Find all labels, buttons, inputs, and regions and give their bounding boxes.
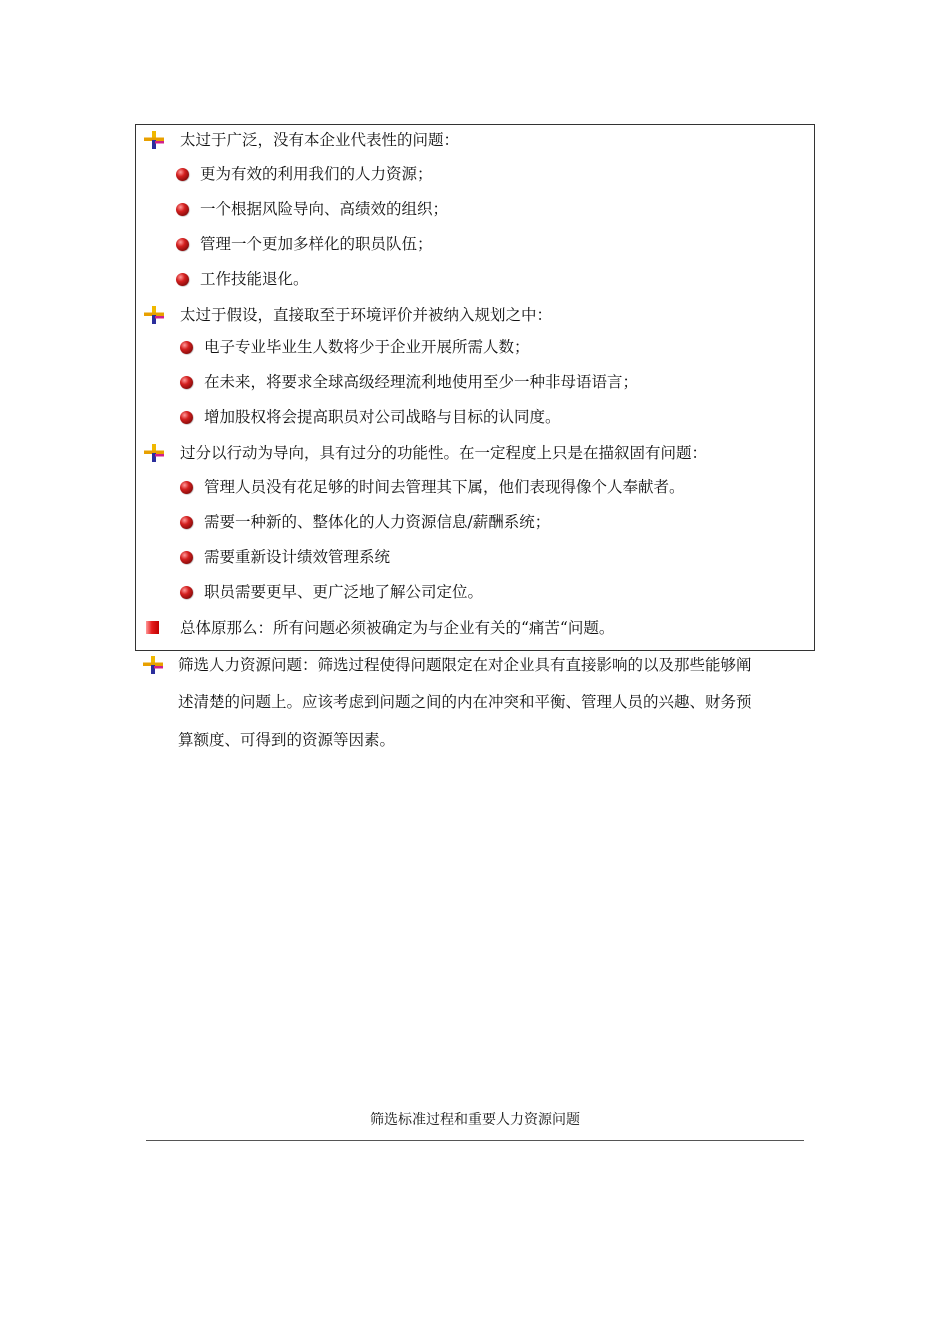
paragraph <box>143 655 823 755</box>
list-item-text: 需要重新设计绩效管理系统 <box>204 548 391 566</box>
red-ball-icon <box>180 341 193 354</box>
list-item-text: 增加股权将会提高职员对公司战略与目标的认同度。 <box>204 408 561 426</box>
list-item-text: 一个根据风险导向、高绩效的组织； <box>200 200 449 218</box>
red-ball-icon <box>176 273 189 286</box>
list-item-text: 更为有效的利用我们的人力资源； <box>200 165 433 183</box>
list-item-text: 总体原那么：所有问题必须被确定为与企业有关的“痛苦“问题。 <box>180 619 615 637</box>
list-item-text: 管理人员没有花足够的时间去管理其下属，他们表现得像个人奉献者。 <box>204 478 685 496</box>
caption-divider <box>146 1140 804 1141</box>
list-item-text: 太过于广泛，没有本企业代表性的问题： <box>180 131 460 149</box>
paragraph-line: 算额度、可得到的资源等因素。 <box>178 731 396 749</box>
red-ball-icon <box>180 376 193 389</box>
list-item-text: 管理一个更加多样化的职员队伍； <box>200 235 433 253</box>
list-item-text: 在未来，将要求全球高级经理流利地使用至少一种非母语语言； <box>204 373 639 391</box>
red-ball-icon <box>176 168 189 181</box>
flag-cross-icon <box>143 656 163 674</box>
list-item-text: 太过于假设，直接取至于环境评价并被纳入规划之中： <box>180 306 553 324</box>
red-ball-icon <box>180 551 193 564</box>
flag-cross-icon <box>144 131 164 149</box>
list-item-text: 过分以行动为导向，具有过分的功能性。在一定程度上只是在描叙固有问题： <box>180 444 708 462</box>
list-item-text: 需要一种新的、整体化的人力资源信息/薪酬系统； <box>204 513 551 531</box>
red-ball-icon <box>176 238 189 251</box>
list-item-text: 电子专业毕业生人数将少于企业开展所需人数； <box>204 338 530 356</box>
paragraph-line: 述清楚的问题上。应该考虑到问题之间的内在冲突和平衡、管理人员的兴趣、财务预 <box>178 693 752 711</box>
red-ball-icon <box>176 203 189 216</box>
list-item-text: 工作技能退化。 <box>200 270 309 288</box>
red-ball-icon <box>180 586 193 599</box>
red-square-icon <box>146 621 159 634</box>
red-ball-icon <box>180 516 193 529</box>
red-ball-icon <box>180 411 193 424</box>
bordered-list-box <box>135 124 815 651</box>
list-item-text: 职员需要更早、更广泛地了解公司定位。 <box>204 583 484 601</box>
red-ball-icon <box>180 481 193 494</box>
flag-cross-icon <box>144 444 164 462</box>
figure-caption: 筛选标准过程和重要人力资源问题 <box>370 1112 580 1128</box>
flag-cross-icon <box>144 306 164 324</box>
paragraph-line: 筛选人力资源问题：筛选过程使得问题限定在对企业具有直接影响的以及那些能够阐 <box>178 656 752 674</box>
